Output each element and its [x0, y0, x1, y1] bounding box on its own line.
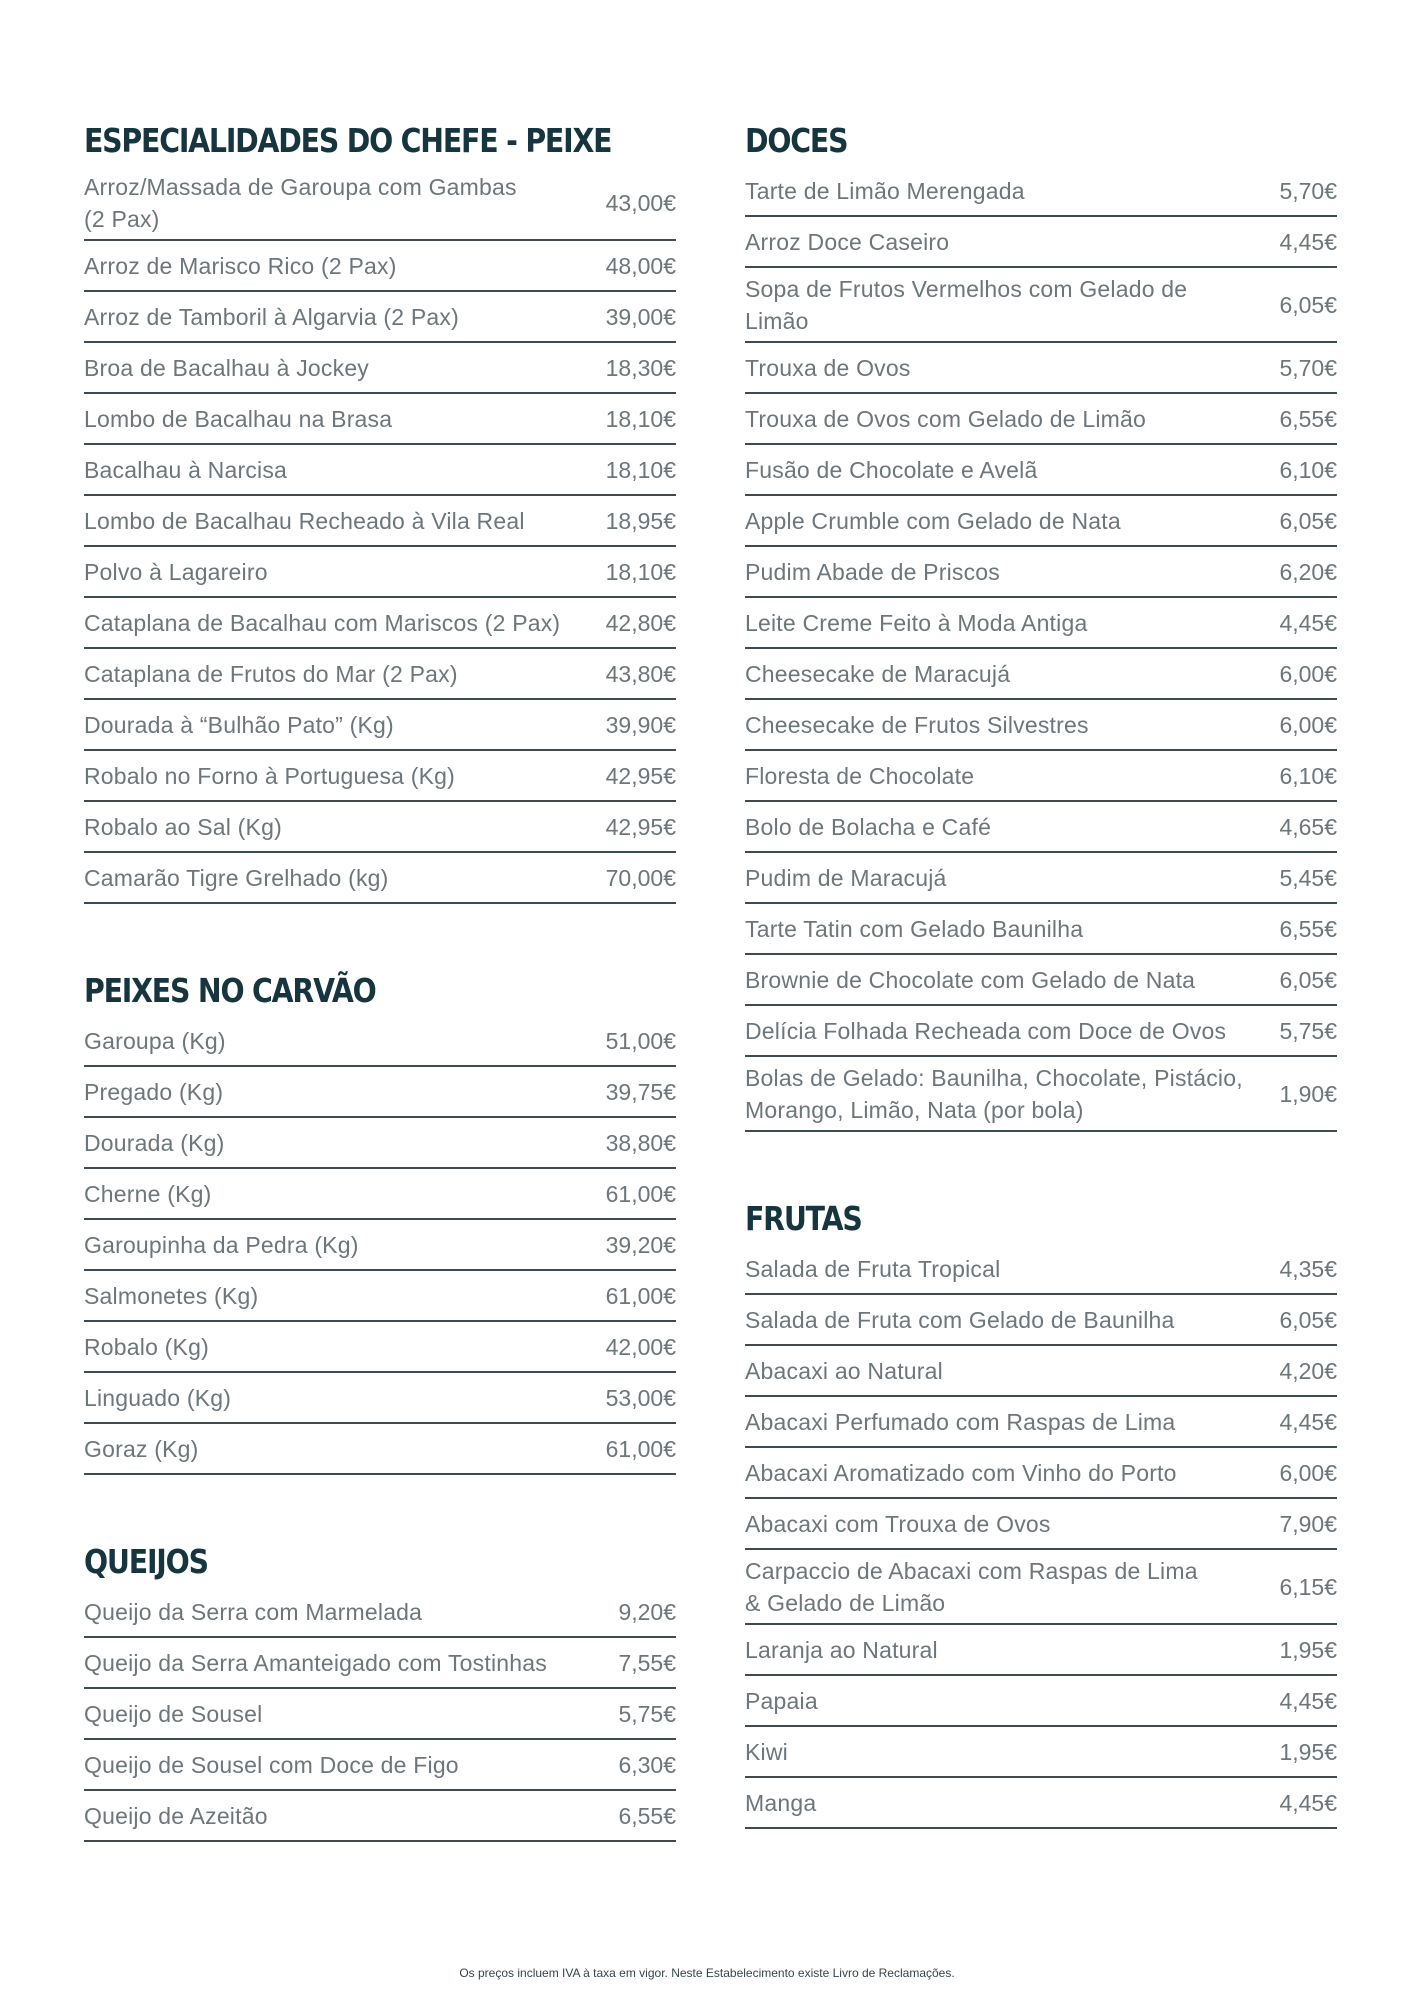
- menu-item-name: Dourada à “Bulhão Pato” (Kg): [84, 712, 394, 738]
- menu-section-frutas: [745, 1196, 1337, 1829]
- menu-item: [84, 1118, 676, 1169]
- menu-item-name: Tarte Tatin com Gelado Baunilha: [745, 916, 1084, 942]
- menu-item-price: 1,95€: [1279, 1637, 1337, 1663]
- menu-item-price: 6,55€: [618, 1803, 676, 1829]
- menu-item: [84, 292, 676, 343]
- menu-item: [745, 547, 1337, 598]
- menu-item: [745, 751, 1337, 802]
- menu-item: [745, 394, 1337, 445]
- menu-item: [745, 496, 1337, 547]
- menu-item: [84, 1373, 676, 1424]
- menu-item: [745, 1499, 1337, 1550]
- menu-item-price: 4,45€: [1279, 610, 1337, 636]
- menu-item: [745, 1397, 1337, 1448]
- section-title: QUEIJOS: [84, 1542, 208, 1581]
- menu-item-name: Cataplana de Frutos do Mar (2 Pax): [84, 661, 458, 687]
- menu-item-price: 1,90€: [1279, 1081, 1337, 1107]
- menu-item-price: 4,45€: [1279, 1409, 1337, 1435]
- menu-item-name: Goraz (Kg): [84, 1436, 199, 1462]
- menu-item-price: 6,00€: [1279, 661, 1337, 687]
- menu-item-name: Trouxa de Ovos com Gelado de Limão: [745, 406, 1146, 432]
- menu-item: [745, 1778, 1337, 1829]
- menu-item-name: Tarte de Limão Merengada: [745, 178, 1025, 204]
- menu-item-name: Polvo à Lagareiro: [84, 559, 268, 585]
- menu-item: [84, 1322, 676, 1373]
- menu-item: [84, 1791, 676, 1842]
- menu-item-name: Cataplana de Bacalhau com Mariscos (2 Pax): [84, 610, 561, 636]
- left-menu-column: [84, 118, 676, 1906]
- menu-item-price: 61,00€: [605, 1283, 676, 1309]
- menu-item: [745, 1057, 1337, 1132]
- menu-item: [84, 1424, 676, 1475]
- menu-item: [745, 343, 1337, 394]
- section-title: PEIXES NO CARVÃO: [84, 971, 376, 1010]
- menu-item-name: Lombo de Bacalhau Recheado à Vila Real: [84, 508, 525, 534]
- menu-item: [84, 700, 676, 751]
- menu-item-price: 38,80€: [605, 1130, 676, 1156]
- section-title: DOCES: [745, 121, 848, 160]
- menu-item-name: Cheesecake de Maracujá: [745, 661, 1011, 687]
- menu-item-name: Abacaxi com Trouxa de Ovos: [745, 1511, 1051, 1537]
- menu-item: [84, 1740, 676, 1791]
- menu-item-price: 6,10€: [1279, 457, 1337, 483]
- menu-item: [745, 1676, 1337, 1727]
- menu-item: [84, 1220, 676, 1271]
- menu-item-price: 18,30€: [605, 355, 676, 381]
- menu-item: [745, 802, 1337, 853]
- menu-item-name: Floresta de Chocolate: [745, 763, 975, 789]
- menu-item: [84, 1271, 676, 1322]
- menu-item-name: Fusão de Chocolate e Avelã: [745, 457, 1038, 483]
- menu-item: [84, 445, 676, 496]
- menu-item: [84, 1016, 676, 1067]
- menu-item-price: 48,00€: [605, 253, 676, 279]
- menu-item: [745, 904, 1337, 955]
- menu-item-name: Arroz de Marisco Rico (2 Pax): [84, 253, 397, 279]
- menu-item: [84, 343, 676, 394]
- menu-item-name: Manga: [745, 1790, 817, 1816]
- menu-item-price: 4,45€: [1279, 229, 1337, 255]
- menu-item: [745, 1244, 1337, 1295]
- menu-item-price: 18,95€: [605, 508, 676, 534]
- menu-item-name: Bolo de Bolacha e Café: [745, 814, 992, 840]
- menu-item-name: Leite Creme Feito à Moda Antiga: [745, 610, 1088, 636]
- menu-item-name: Bolas de Gelado: Baunilha, Chocolate, Pistácio, Morango, Limão, Nata (por bola): [745, 1065, 1243, 1123]
- menu-item: [745, 268, 1337, 343]
- menu-item-price: 39,00€: [605, 304, 676, 330]
- menu-item-name: Broa de Bacalhau à Jockey: [84, 355, 370, 381]
- menu-item-name: Pudim de Maracujá: [745, 865, 947, 891]
- menu-item-price: 7,55€: [618, 1650, 676, 1676]
- menu-item-price: 18,10€: [605, 457, 676, 483]
- menu-item: [745, 649, 1337, 700]
- menu-item: [745, 853, 1337, 904]
- menu-item: [84, 166, 676, 241]
- menu-item: [745, 598, 1337, 649]
- menu-item-price: 42,80€: [605, 610, 676, 636]
- menu-item-name: Queijo de Sousel: [84, 1701, 263, 1727]
- menu-item-price: 6,30€: [618, 1752, 676, 1778]
- menu-item-name: Garoupa (Kg): [84, 1028, 226, 1054]
- menu-item: [84, 547, 676, 598]
- menu-item-name: Carpaccio de Abacaxi com Raspas de Lima & Gelado de Limão: [745, 1558, 1198, 1616]
- menu-item-name: Sopa de Frutos Vermelhos com Gelado de Limão: [745, 276, 1188, 334]
- menu-item-price: 39,90€: [605, 712, 676, 738]
- menu-item-price: 5,70€: [1279, 178, 1337, 204]
- menu-item: [745, 955, 1337, 1006]
- menu-item-name: Linguado (Kg): [84, 1385, 232, 1411]
- menu-item: [745, 217, 1337, 268]
- menu-item-price: 5,45€: [1279, 865, 1337, 891]
- menu-item-price: 6,05€: [1279, 1307, 1337, 1333]
- menu-item-price: 4,65€: [1279, 814, 1337, 840]
- menu-item-price: 43,80€: [605, 661, 676, 687]
- menu-item: [84, 853, 676, 904]
- menu-item: [745, 700, 1337, 751]
- menu-item: [84, 1067, 676, 1118]
- menu-item-name: Laranja ao Natural: [745, 1637, 938, 1663]
- menu-item: [84, 802, 676, 853]
- menu-section-peixes-no-carvao: [84, 968, 676, 1475]
- menu-item-price: 18,10€: [605, 559, 676, 585]
- menu-item-price: 6,55€: [1279, 406, 1337, 432]
- menu-item-price: 6,05€: [1279, 508, 1337, 534]
- right-menu-column: [745, 118, 1337, 1893]
- menu-item-name: Delícia Folhada Recheada com Doce de Ovos: [745, 1018, 1227, 1044]
- menu-item-price: 61,00€: [605, 1181, 676, 1207]
- menu-item-name: Salmonetes (Kg): [84, 1283, 259, 1309]
- menu-item-name: Cherne (Kg): [84, 1181, 212, 1207]
- menu-item-price: 39,75€: [605, 1079, 676, 1105]
- menu-item-price: 9,20€: [618, 1599, 676, 1625]
- menu-item: [745, 1295, 1337, 1346]
- menu-item: [84, 1587, 676, 1638]
- menu-item-name: Trouxa de Ovos: [745, 355, 911, 381]
- menu-item-price: 6,20€: [1279, 559, 1337, 585]
- menu-item-name: Apple Crumble com Gelado de Nata: [745, 508, 1121, 534]
- menu-item-name: Queijo da Serra com Marmelada: [84, 1599, 423, 1625]
- menu-item: [84, 1169, 676, 1220]
- menu-item: [84, 1638, 676, 1689]
- menu-item-price: 6,05€: [1279, 292, 1337, 318]
- menu-item-name: Kiwi: [745, 1739, 788, 1765]
- menu-item: [84, 241, 676, 292]
- menu-item-price: 6,00€: [1279, 712, 1337, 738]
- menu-item-name: Abacaxi Perfumado com Raspas de Lima: [745, 1409, 1176, 1435]
- menu-item-price: 6,55€: [1279, 916, 1337, 942]
- menu-item-name: Arroz Doce Caseiro: [745, 229, 950, 255]
- menu-section-doces: [745, 118, 1337, 1132]
- menu-item-price: 51,00€: [605, 1028, 676, 1054]
- menu-item: [84, 394, 676, 445]
- menu-item: [84, 1689, 676, 1740]
- menu-item-price: 42,00€: [605, 1334, 676, 1360]
- menu-item: [745, 1625, 1337, 1676]
- menu-item-name: Robalo no Forno à Portuguesa (Kg): [84, 763, 455, 789]
- menu-item-name: Salada de Fruta com Gelado de Baunilha: [745, 1307, 1175, 1333]
- menu-item-name: Robalo ao Sal (Kg): [84, 814, 282, 840]
- menu-item-price: 42,95€: [605, 814, 676, 840]
- section-title: FRUTAS: [745, 1199, 862, 1238]
- menu-item-price: 6,15€: [1279, 1574, 1337, 1600]
- menu-item: [84, 598, 676, 649]
- menu-item-name: Queijo de Azeitão: [84, 1803, 268, 1829]
- menu-item-price: 39,20€: [605, 1232, 676, 1258]
- menu-item-price: 18,10€: [605, 406, 676, 432]
- section-title: ESPECIALIDADES DO CHEFE - PEIXE: [84, 121, 612, 160]
- menu-item-name: Abacaxi ao Natural: [745, 1358, 943, 1384]
- menu-item-name: Brownie de Chocolate com Gelado de Nata: [745, 967, 1196, 993]
- menu-item-name: Papaia: [745, 1688, 818, 1714]
- menu-item-price: 5,75€: [618, 1701, 676, 1727]
- menu-item: [84, 649, 676, 700]
- menu-item: [745, 445, 1337, 496]
- menu-item-price: 42,95€: [605, 763, 676, 789]
- menu-item-price: 4,45€: [1279, 1790, 1337, 1816]
- menu-item-name: Salada de Fruta Tropical: [745, 1256, 1001, 1282]
- menu-item-name: Abacaxi Aromatizado com Vinho do Porto: [745, 1460, 1177, 1486]
- menu-item-price: 4,45€: [1279, 1688, 1337, 1714]
- menu-section-especialidades-do-chefe-peixe: [84, 118, 676, 904]
- menu-item-price: 6,00€: [1279, 1460, 1337, 1486]
- menu-item: [745, 166, 1337, 217]
- menu-item: [84, 496, 676, 547]
- menu-item-name: Camarão Tigre Grelhado (kg): [84, 865, 389, 891]
- menu-item-name: Robalo (Kg): [84, 1334, 209, 1360]
- menu-item: [84, 751, 676, 802]
- menu-item-name: Dourada (Kg): [84, 1130, 225, 1156]
- menu-item-price: 6,05€: [1279, 967, 1337, 993]
- menu-item-name: Cheesecake de Frutos Silvestres: [745, 712, 1089, 738]
- menu-item-price: 5,75€: [1279, 1018, 1337, 1044]
- menu-item-price: 4,35€: [1279, 1256, 1337, 1282]
- menu-item-price: 43,00€: [605, 190, 676, 216]
- menu-item: [745, 1448, 1337, 1499]
- menu-item-price: 5,70€: [1279, 355, 1337, 381]
- menu-section-queijos: [84, 1539, 676, 1842]
- menu-item-name: Arroz/Massada de Garoupa com Gambas (2 Pax): [84, 174, 517, 232]
- menu-item-price: 1,95€: [1279, 1739, 1337, 1765]
- footnote: Os preços incluem IVA à taxa em vigor. Neste Estabelecimento existe Livro de Reclamações.: [459, 1966, 955, 1980]
- menu-item: [745, 1346, 1337, 1397]
- menu-item-name: Arroz de Tamboril à Algarvia (2 Pax): [84, 304, 459, 330]
- menu-item-name: Garoupinha da Pedra (Kg): [84, 1232, 359, 1258]
- menu-item-name: Queijo da Serra Amanteigado com Tostinhas: [84, 1650, 547, 1676]
- menu-item-price: 6,10€: [1279, 763, 1337, 789]
- menu-item: [745, 1006, 1337, 1057]
- menu-item-price: 70,00€: [605, 865, 676, 891]
- menu-item-price: 61,00€: [605, 1436, 676, 1462]
- menu-item-name: Pregado (Kg): [84, 1079, 224, 1105]
- menu-item-name: Pudim Abade de Priscos: [745, 559, 1000, 585]
- menu-item-price: 53,00€: [605, 1385, 676, 1411]
- menu-item-name: Bacalhau à Narcisa: [84, 457, 288, 483]
- menu-item-price: 7,90€: [1279, 1511, 1337, 1537]
- menu-item: [745, 1550, 1337, 1625]
- menu-item-name: Lombo de Bacalhau na Brasa: [84, 406, 393, 432]
- menu-item-name: Queijo de Sousel com Doce de Figo: [84, 1752, 459, 1778]
- menu-item-price: 4,20€: [1279, 1358, 1337, 1384]
- menu-item: [745, 1727, 1337, 1778]
